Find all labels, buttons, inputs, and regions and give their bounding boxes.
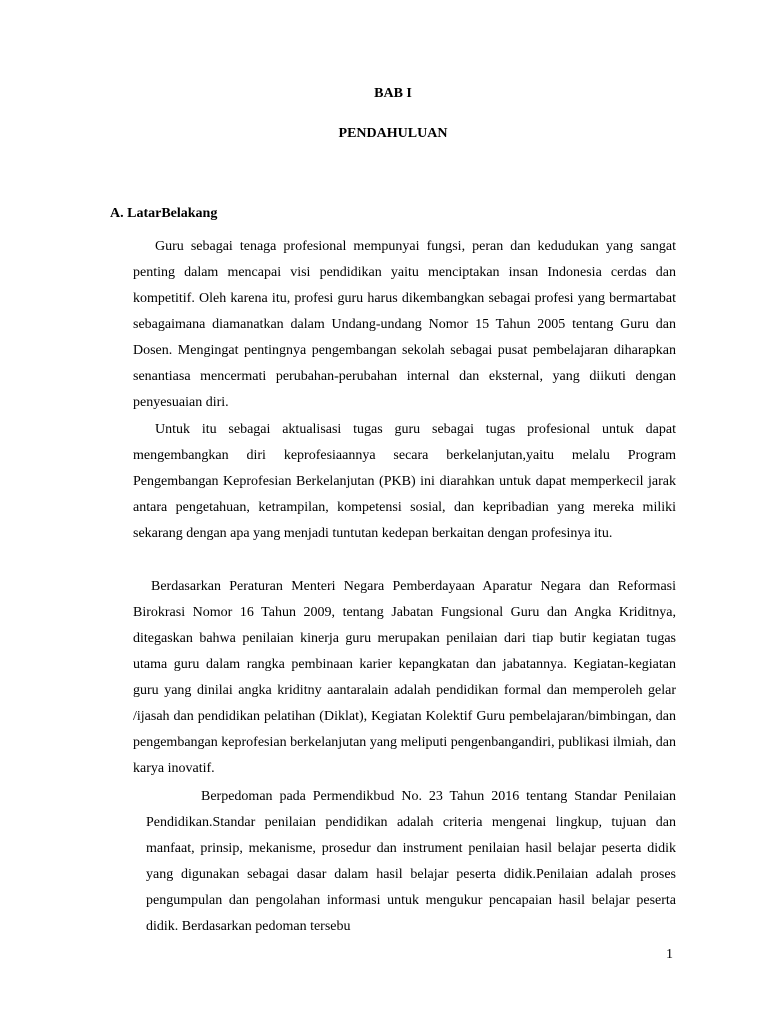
paragraph-3: Berdasarkan Peraturan Menteri Negara Pemberdayaan Aparatur Negara dan Reformasi Birokrasi Nomor 16 Tahun 2009, tentang Jabatan Fungsional Guru dan Angka Kriditnya, ditegaskan bahwa penilaian kinerja guru merupakan penilaian dari tiap butir kegiatan tugas utama guru dalam rangka pembinaan karier kepangkatan dan jabatannya. Kegiatan-kegiatan guru yang dinilai angka kriditny aantaralain adalah pendidikan formal dan memperoleh gelar /ijasah dan pendidikan pelatihan (Diklat), Kegiatan Kolektif Guru pembelajaran/bimbingan, dan pengembangan keprofesian berkelanjutan yang meliputi pengenbangandiri, publikasi ilmiah, dan karya inovatif. [133, 579, 676, 776]
paragraph-4: Berpedoman pada Permendikbud No. 23 Tahun 2016 tentang Standar Penilaian Pendidikan.Standar penilaian pendidikan adalah criteria mengenai lingkup, tujuan dan manfaat, prinsip, mekanisme, prosedur dan instrument penilaian hasil belajar peserta didik yang digunakan sebagai dasar dalam hasil belajar peserta didik.Penilaian adalah proses pengumpulan dan pengolahan informasi untuk mengukur pencapaian hasil belajar peserta didik. Berdasarkan pedoman tersebu [146, 789, 676, 934]
section-heading: A. LatarBelakang [110, 206, 218, 221]
chapter-label: BAB I [374, 86, 412, 101]
chapter-title: PENDAHULUAN [338, 126, 448, 141]
paragraph-1: Guru sebagai tenaga profesional mempunyai fungsi, peran dan kedudukan yang sangat penting dalam mencapai visi pendidikan yaitu menciptakan insan Indonesia cerdas dan kompetitif. Oleh karena itu, profesi guru harus dikembangkan sebagai profesi yang bermartabat sebagaimana diamanatkan dalam Undang-undang Nomor 15 Tahun 2005 tentang Guru dan Dosen. Mengingat pentingnya pengembangan sekolah sebagai pusat pembelajaran diharapkan senantiasa mencermati perubahan-perubahan internal dan eksternal, yang diikuti dengan penyesuaian diri. [133, 239, 676, 410]
paragraph-2: Untuk itu sebagai aktualisasi tugas guru sebagai tugas profesional untuk dapat mengembangkan diri keprofesiaannya secara berkelanjutan,yaitu melalu Program Pengembangan Keprofesian Berkelanjutan (PKB) ini diarahkan untuk dapat memperkecil jarak antara pengetahuan, ketrampilan, kompetensi sosial, dan kepribadian yang mereka miliki sekarang dengan apa yang menjadi tuntutan kedepan berkaitan dengan profesinya itu. [133, 422, 676, 541]
page-number: 1 [666, 947, 673, 962]
